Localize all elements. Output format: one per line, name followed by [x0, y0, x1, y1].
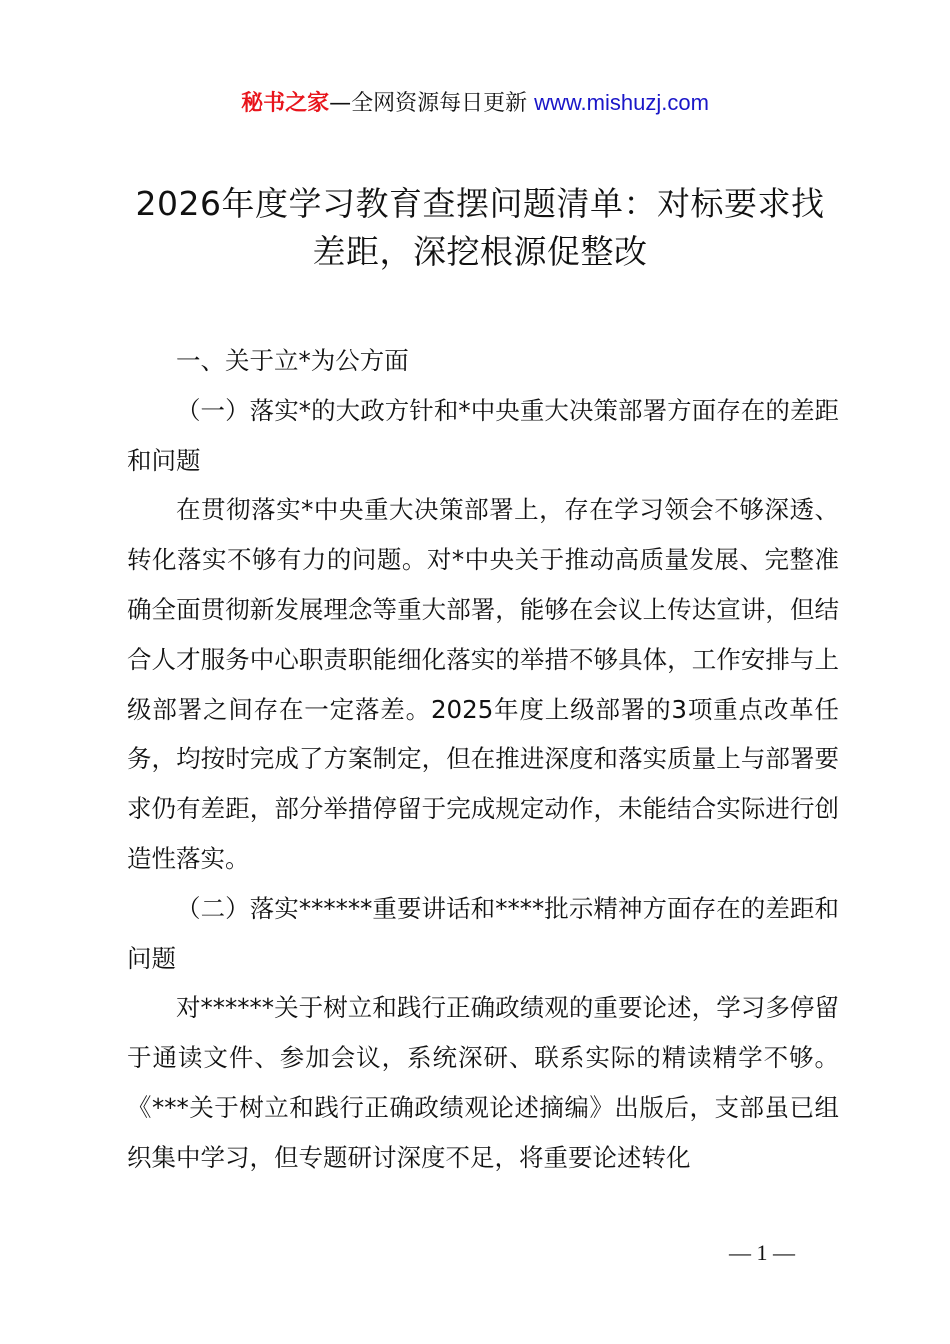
body-paragraph-2: 对******关于树立和践行正确政绩观的重要论述，学习多停留于通读文件、参加会议，系统深研、联系实际的精读精学不够。《***关于树立和践行正确政绩观论述摘编》出版后，支部虽已组织集中学习，但专题研讨深度不足，将重要论述转化 — [127, 993, 839, 1172]
subsection-heading-2: （二）落实******重要讲话和****批示精神方面存在的差距和问题 — [127, 893, 839, 973]
document-title: 2026年度学习教育查摆问题清单：对标要求找差距，深挖根源促整改 — [135, 184, 825, 271]
site-url-link[interactable]: www.mishuzj.com — [534, 90, 709, 115]
header-slogan: —全网资源每日更新 — [329, 91, 535, 116]
body-paragraph-1: 在贯彻落实*中央重大决策部署上，存在学习领会不够深透、转化落实不够有力的问题。对*中央关于推动高质量发展、完整准确全面贯彻新发展理念等重大部署，能够在会议上传达宣讲，但结合人才服务中心职责职能细化落实的举措不够具体，工作安排与上级部署之间存在一定落差。2025年度上级部署的3项重点改革任务，均按时完成了方案制定，但在推进深度和落实质量上与部署要求仍有差距，部分举措停留于完成规定动作，未能结合实际进行创造性落实。 — [127, 495, 839, 873]
document-body — [127, 336, 839, 1183]
brand-name: 秘书之家 — [241, 91, 330, 116]
site-header — [0, 86, 950, 121]
subsection-heading-1: （一）落实*的大政方针和*中央重大决策部署方面存在的差距和问题 — [127, 395, 839, 475]
section-heading-1: 一、关于立*为公方面 — [176, 346, 409, 375]
page-number: — 1 — — [729, 1240, 795, 1265]
